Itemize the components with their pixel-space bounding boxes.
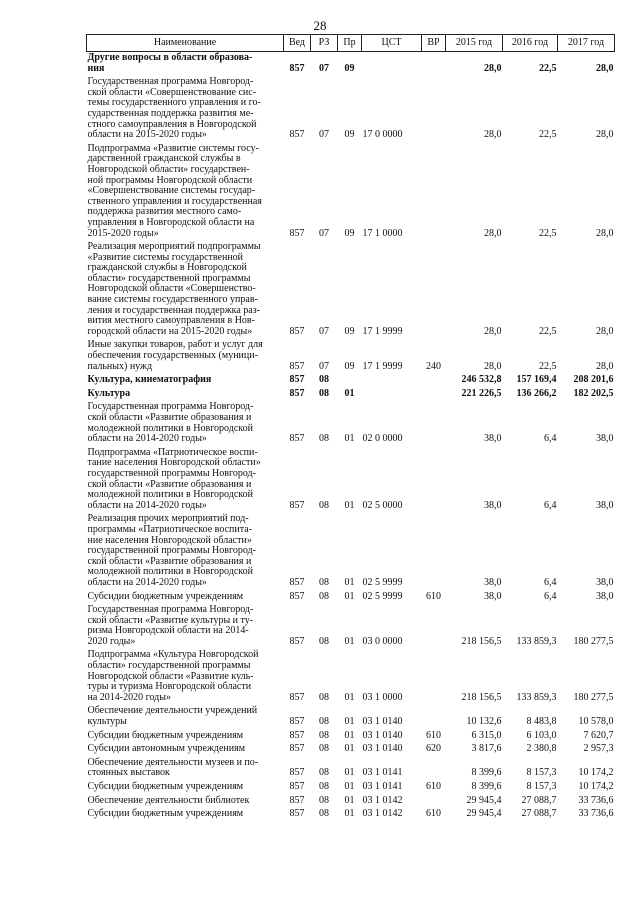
row-vr — [422, 374, 446, 388]
row-ved: 857 — [289, 374, 305, 386]
row-2015: 246 532,8 — [461, 374, 502, 386]
row-vr: 610 — [426, 781, 441, 792]
row-ved: 857 — [289, 794, 305, 806]
row-cst: 02 5 9999 — [362, 576, 403, 588]
row-cst: 17 1 9999 — [362, 360, 403, 372]
header-2016: 2016 год — [503, 35, 558, 52]
row-rz: 08 — [319, 781, 329, 792]
row-pr: 01 — [344, 499, 355, 511]
row-2015: 28,0 — [484, 62, 502, 74]
row-ved: 857 — [289, 227, 305, 239]
row-2015: 8 399,6 — [471, 781, 502, 792]
row-name-line: государственной программы Новгород- — [87, 467, 256, 479]
row-name-line: Субсидии бюджетным учреждениям — [87, 590, 244, 602]
row-2016: 8 157,3 — [526, 781, 557, 792]
row-cst: 03 1 0140 — [362, 716, 403, 728]
row-name-line: области на 2015-2020 годы» — [87, 129, 207, 141]
row-2015: 3 817,6 — [471, 743, 502, 755]
row-name — [87, 339, 284, 374]
table-row — [87, 705, 615, 729]
row-pr: 01 — [344, 691, 355, 703]
row-name-line: Реализация прочих мероприятий под- — [87, 513, 249, 525]
row-2015: 8 399,6 — [471, 767, 502, 779]
row-2017: 180 277,5 — [573, 691, 614, 703]
row-2016: 22,5 — [539, 325, 557, 337]
table-row — [87, 649, 615, 705]
row-2016: 6,4 — [544, 433, 557, 445]
row-2017: 28,0 — [596, 129, 614, 141]
row-rz: 08 — [319, 576, 329, 588]
row-vr — [422, 757, 446, 781]
row-name — [87, 513, 284, 590]
row-2016: 27 088,7 — [521, 794, 557, 806]
row-ved: 857 — [289, 808, 305, 820]
row-2016: 22,5 — [539, 227, 557, 239]
row-cst: 17 1 0000 — [362, 227, 403, 239]
row-cst — [362, 52, 422, 77]
row-vr — [422, 705, 446, 729]
row-rz: 08 — [319, 808, 329, 820]
row-2015: 28,0 — [484, 129, 502, 141]
row-name-line: Новгородской области «Совершенство- — [87, 283, 256, 295]
row-name-line: области» государственной программы — [87, 660, 251, 672]
row-name-line: ской области «Развитие образования и — [87, 555, 252, 567]
row-ved: 857 — [289, 716, 305, 728]
row-name-line: программы «Патриотическое воспита- — [87, 523, 252, 535]
row-pr: 09 — [344, 360, 355, 372]
row-name-line: ления и государственная поддержка раз- — [87, 304, 260, 316]
table-row — [87, 743, 615, 757]
row-2015: 38,0 — [484, 433, 502, 445]
row-cst: 17 0 0000 — [362, 129, 403, 141]
row-name-line: пальных) нужд — [87, 360, 153, 372]
row-cst: 03 1 0142 — [362, 794, 403, 806]
row-rz: 08 — [319, 590, 329, 602]
row-name-line: Государственная программа Новгород- — [87, 604, 254, 616]
row-rz: 07 — [319, 62, 329, 74]
row-rz: 08 — [319, 794, 329, 806]
row-name-line: дарственной гражданской службы в — [87, 153, 241, 165]
row-2016: 136 266,2 — [516, 387, 557, 399]
row-2016: 27 088,7 — [521, 808, 557, 820]
row-cst: 03 1 0141 — [362, 781, 403, 792]
row-cst: 17 1 9999 — [362, 325, 403, 337]
row-2015: 38,0 — [484, 499, 502, 511]
row-name-line: гражданской службы в Новгородской — [87, 262, 247, 274]
row-pr: 01 — [344, 781, 355, 792]
row-vr: 610 — [426, 808, 441, 820]
row-name-line: области» государственной программы — [87, 272, 251, 284]
table-row — [87, 76, 615, 143]
row-name-line: ской области «Развитие образования и — [87, 412, 252, 423]
row-cst: 03 1 0140 — [362, 743, 403, 755]
row-name — [87, 649, 284, 705]
row-2016: 8 157,3 — [526, 767, 557, 779]
row-name-line: вание системы государственного управ- — [87, 294, 258, 306]
row-2015: 218 156,5 — [461, 691, 502, 703]
row-name-line: вития местного самоуправления в Нов- — [87, 315, 255, 327]
row-name-line: ской области «Развитие культуры и ту- — [87, 614, 254, 626]
row-ved: 857 — [289, 360, 305, 372]
table-row — [87, 401, 615, 446]
row-2017: 10 174,2 — [578, 781, 614, 792]
row-name-line: туры и туризма Новгородской области — [87, 681, 252, 693]
table-row — [87, 374, 615, 388]
row-vr — [422, 649, 446, 705]
row-pr — [338, 374, 362, 388]
row-2015: 28,0 — [484, 227, 502, 239]
row-2015: 221 226,5 — [461, 387, 502, 399]
row-name — [87, 591, 284, 605]
row-vr: 610 — [426, 590, 441, 602]
table-row — [87, 241, 615, 339]
row-cst: 03 1 0141 — [362, 767, 403, 779]
row-pr: 01 — [344, 590, 355, 602]
row-pr: 01 — [344, 729, 355, 741]
table-row — [87, 143, 615, 241]
table-row — [87, 52, 615, 77]
row-pr: 01 — [344, 716, 355, 728]
table-row — [87, 339, 615, 374]
row-name-line: Новгородской области «Развитие куль- — [87, 670, 254, 682]
row-pr: 01 — [344, 808, 355, 820]
row-name-line: Обеспечение деятельности музеев и по- — [87, 756, 259, 768]
row-name-line: Субсидии бюджетным учреждениям — [87, 808, 244, 820]
row-name-line: Культура — [87, 387, 131, 399]
row-2017: 28,0 — [596, 227, 614, 239]
row-2017: 33 736,6 — [578, 794, 614, 806]
row-name-line: Реализация мероприятий подпрограммы — [87, 241, 261, 253]
row-name-line: культуры — [87, 716, 127, 728]
row-vr: 240 — [426, 360, 441, 372]
row-pr: 01 — [344, 387, 355, 399]
row-2016: 6,4 — [544, 499, 557, 511]
row-vr — [422, 447, 446, 514]
header-cst: ЦСТ — [362, 35, 422, 52]
table-row — [87, 604, 615, 649]
row-ved: 857 — [289, 325, 305, 337]
row-name-line: стоянных выставок — [87, 767, 170, 779]
row-vr — [422, 143, 446, 241]
row-2017: 28,0 — [596, 325, 614, 337]
row-name-line: Государственная программа Новгород- — [87, 76, 254, 88]
row-ved: 857 — [289, 499, 305, 511]
header-rz: РЗ — [311, 35, 338, 52]
row-rz: 08 — [319, 635, 329, 647]
table-header-row — [87, 35, 615, 52]
row-2017: 38,0 — [596, 499, 614, 511]
row-vr — [422, 388, 446, 402]
table-row — [87, 513, 615, 590]
row-name-line: Субсидии автономным учреждениям — [87, 743, 246, 755]
row-cst: 03 1 0000 — [362, 691, 403, 703]
row-name — [87, 808, 284, 822]
row-2017: 10 578,0 — [578, 716, 614, 728]
row-name-line: ской области «Совершенствование сис- — [87, 86, 257, 98]
row-2016: 133 859,3 — [516, 691, 557, 703]
row-2017: 38,0 — [596, 590, 614, 602]
row-pr: 01 — [344, 576, 355, 588]
row-rz: 08 — [319, 729, 329, 741]
row-name — [87, 705, 284, 729]
row-name-line: Новгородской области» государствен- — [87, 163, 250, 175]
row-name-line: государственной программы Новгород- — [87, 545, 256, 557]
header-name: Наименование — [87, 35, 284, 52]
row-name-line: 2015-2020 годы» — [87, 227, 159, 239]
row-name — [87, 730, 284, 744]
row-cst: 02 0 0000 — [362, 433, 403, 445]
row-ved: 857 — [289, 635, 305, 647]
header-2017: 2017 год — [558, 35, 615, 52]
header-ved: Вед — [284, 35, 311, 52]
header-pr: Пр — [338, 35, 362, 52]
row-name — [87, 757, 284, 781]
budget-table — [86, 34, 615, 822]
row-vr — [422, 513, 446, 590]
row-name-line: области на 2014-2020 годы» — [87, 576, 207, 588]
row-2015: 10 132,6 — [466, 716, 502, 728]
row-vr: 620 — [426, 743, 441, 755]
row-name-line: ния — [87, 62, 105, 74]
row-2015: 29 945,4 — [466, 808, 502, 820]
row-2015: 6 315,0 — [471, 729, 502, 741]
row-rz: 08 — [319, 743, 329, 755]
row-ved: 857 — [289, 743, 305, 755]
row-name — [87, 374, 284, 388]
row-2017: 180 277,5 — [573, 635, 614, 647]
row-name-line: тание населения Новгородской области» — [87, 457, 261, 469]
row-name-line: молодежной политики в Новгородской — [87, 422, 253, 434]
row-name-line: молодежной политики в Новгородской — [87, 566, 253, 578]
row-2017: 33 736,6 — [578, 808, 614, 820]
row-name-line: поддержка развития местного само- — [87, 206, 242, 218]
row-pr: 01 — [344, 635, 355, 647]
row-name — [87, 604, 284, 649]
row-vr — [422, 52, 446, 77]
row-2015: 38,0 — [484, 576, 502, 588]
row-vr — [422, 795, 446, 809]
row-2016: 157 169,4 — [516, 374, 557, 386]
row-2016: 133 859,3 — [516, 635, 557, 647]
row-name-line: области на 2014-2020 годы» — [87, 433, 207, 445]
row-2016: 6,4 — [544, 576, 557, 588]
row-2016: 22,5 — [539, 62, 557, 74]
row-2017: 208 201,6 — [573, 374, 614, 386]
row-vr — [422, 401, 446, 446]
row-2015: 28,0 — [484, 360, 502, 372]
row-vr: 610 — [426, 729, 441, 741]
row-pr: 09 — [344, 325, 355, 337]
row-rz: 07 — [319, 360, 329, 372]
row-2016: 22,5 — [539, 360, 557, 372]
row-2016: 22,5 — [539, 129, 557, 141]
row-ved: 857 — [289, 62, 305, 74]
row-2017: 2 957,3 — [583, 743, 614, 755]
row-name-line: Обеспечение деятельности библиотек — [87, 794, 250, 806]
row-name-line: стного самоуправления в Новгородской — [87, 118, 257, 130]
row-vr — [422, 76, 446, 143]
row-rz: 07 — [319, 129, 329, 141]
header-vr: ВР — [422, 35, 446, 52]
row-name — [87, 388, 284, 402]
header-2015: 2015 год — [446, 35, 503, 52]
row-name — [87, 447, 284, 514]
row-rz: 08 — [319, 433, 329, 445]
row-2015: 28,0 — [484, 325, 502, 337]
row-ved: 857 — [289, 129, 305, 141]
row-name-line: Субсидии бюджетным учреждениям — [87, 729, 244, 741]
row-name-line: Государственная программа Новгород- — [87, 401, 254, 413]
row-name-line: 2020 годы» — [87, 635, 136, 647]
row-2016: 8 483,8 — [526, 716, 557, 728]
row-pr: 01 — [344, 743, 355, 755]
row-name-line: молодежной политики в Новгородской — [87, 489, 253, 501]
table-row — [87, 447, 615, 514]
row-name-line: Подпрограмма «Культура Новгородской — [87, 649, 259, 661]
row-name-line: «Совершенствование системы государ- — [87, 185, 256, 197]
row-name-line: темы государственного управления и го- — [87, 97, 261, 109]
row-name-line: на 2014-2020 годы» — [87, 691, 171, 703]
table-row — [87, 388, 615, 402]
row-name-line: ственного управления и государственная — [87, 195, 262, 207]
row-pr: 09 — [344, 227, 355, 239]
row-name — [87, 52, 284, 77]
row-pr: 01 — [344, 433, 355, 445]
row-cst: 02 5 0000 — [362, 499, 403, 511]
row-ved: 857 — [289, 576, 305, 588]
row-name-line: сударственная поддержка развития ме- — [87, 107, 254, 119]
row-name-line: Культура, кинематография — [87, 374, 212, 386]
row-2016: 2 380,8 — [526, 743, 557, 755]
row-name — [87, 76, 284, 143]
row-2017: 28,0 — [596, 62, 614, 74]
row-name-line: Подпрограмма «Развитие системы госу- — [87, 142, 259, 154]
row-ved: 857 — [289, 387, 305, 399]
row-rz: 07 — [319, 325, 329, 337]
row-name-line: Субсидии бюджетным учреждениям — [87, 781, 244, 792]
row-2016: 6,4 — [544, 590, 557, 602]
row-name-line: ризма Новгородской области на 2014- — [87, 625, 249, 637]
row-rz: 08 — [319, 716, 329, 728]
row-name-line: Другие вопросы в области образова- — [87, 52, 253, 63]
row-2017: 38,0 — [596, 576, 614, 588]
row-pr: 09 — [344, 129, 355, 141]
row-name — [87, 795, 284, 809]
row-2016: 6 103,0 — [526, 729, 557, 741]
table-row — [87, 781, 615, 795]
row-name-line: ской области «Развитие образования и — [87, 478, 252, 490]
row-cst: 02 5 9999 — [362, 590, 403, 602]
table-row — [87, 795, 615, 809]
row-name — [87, 143, 284, 241]
page-number: 28 — [313, 18, 327, 33]
row-2017: 28,0 — [596, 360, 614, 372]
row-name-line: ной программы Новгородской области — [87, 174, 253, 186]
row-ved: 857 — [289, 781, 305, 792]
row-2015: 29 945,4 — [466, 794, 502, 806]
row-rz: 08 — [319, 499, 329, 511]
row-cst: 03 0 0000 — [362, 635, 403, 647]
table-row — [87, 757, 615, 781]
row-2015: 38,0 — [484, 590, 502, 602]
row-ved: 857 — [289, 729, 305, 741]
row-name — [87, 781, 284, 795]
row-rz: 07 — [319, 227, 329, 239]
row-name-line: Подпрограмма «Патриотическое воспи- — [87, 446, 258, 458]
row-2017: 10 174,2 — [578, 767, 614, 779]
row-pr: 01 — [344, 767, 355, 779]
row-rz: 08 — [319, 374, 329, 386]
row-name-line: управления в Новгородской области на — [87, 216, 255, 228]
row-vr — [422, 604, 446, 649]
row-vr — [422, 241, 446, 339]
table-row — [87, 730, 615, 744]
row-name-line: области на 2014-2020 годы» — [87, 499, 207, 511]
row-name-line: Иные закупки товаров, работ и услуг для — [87, 339, 263, 351]
row-ved: 857 — [289, 590, 305, 602]
row-cst: 03 1 0140 — [362, 729, 403, 741]
row-pr: 09 — [344, 62, 355, 74]
row-name-line: городской области на 2015-2020 годы» — [87, 325, 253, 337]
row-name — [87, 401, 284, 446]
row-cst — [362, 374, 422, 388]
row-name — [87, 241, 284, 339]
row-name — [87, 743, 284, 757]
row-rz: 08 — [319, 387, 329, 399]
row-ved: 857 — [289, 691, 305, 703]
row-2017: 7 620,7 — [583, 729, 614, 741]
row-rz: 08 — [319, 767, 329, 779]
row-cst: 03 1 0142 — [362, 808, 403, 820]
table-row — [87, 591, 615, 605]
table-row — [87, 808, 615, 822]
row-ved: 857 — [289, 433, 305, 445]
row-name-line: «Развитие системы государственной — [87, 251, 244, 263]
row-name-line: Обеспечение деятельности учреждений — [87, 705, 258, 717]
row-name-line: ние населения Новгородской области» — [87, 534, 252, 546]
row-name-line: обеспечения государственных (муници- — [87, 350, 258, 362]
row-ved: 857 — [289, 767, 305, 779]
row-2017: 38,0 — [596, 433, 614, 445]
row-2017: 182 202,5 — [573, 387, 614, 399]
row-2015: 218 156,5 — [461, 635, 502, 647]
row-cst — [362, 388, 422, 402]
row-rz: 08 — [319, 691, 329, 703]
row-pr: 01 — [344, 794, 355, 806]
